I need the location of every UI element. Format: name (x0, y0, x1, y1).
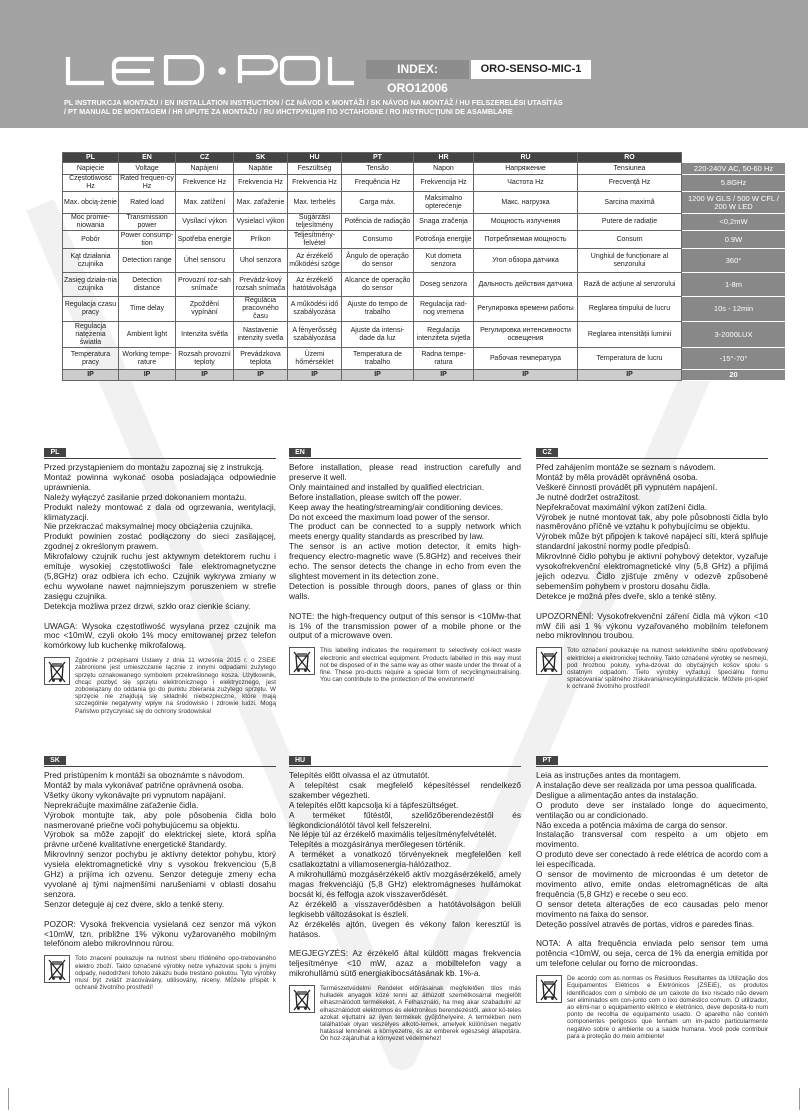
spec-cell: Az érzékelő hatótávolsága (288, 273, 342, 297)
spec-value: 1200 W GLS / 500 W CFL / 200 W LED (682, 192, 786, 214)
spec-cell: Time delay (119, 297, 176, 322)
spec-row (63, 214, 786, 231)
crossed-bin-icon (536, 647, 562, 675)
crossed-bin-icon (44, 657, 70, 685)
spec-cell: Kąt działania czujnika (63, 249, 119, 273)
spec-cell: Kut dometa senzora (414, 249, 474, 273)
spec-cell: Ambient light (119, 322, 176, 348)
spec-cell: Угол обзора датчика (474, 249, 578, 273)
spec-header-hu: HU (288, 153, 342, 163)
weee-text: Toto znacení poukazuje na nutnost sberu tříděného opo-trebovaného elektro zboží. Takto označené výrobky nelze vyhazovat spolu s jinými odpady, nedodržení tohoto zákazu bude trestáno pokutou. Tyto výrobky musí být zvlášť zracovávány, utilisovány, niceny. Můžete přispět k ochraně životního prostředí! (75, 955, 276, 992)
spec-cell: Moc promie-niowania (63, 214, 119, 231)
spec-cell: Zpoždění vypínání (176, 297, 234, 322)
spec-cell: IP (474, 370, 578, 381)
spec-cell: Max. zatížení (176, 192, 234, 214)
spec-cell: Unghiul de funcționare al senzorului (578, 249, 682, 273)
spec-cell: Częstotliwość Hz (63, 175, 119, 192)
spec-row (63, 322, 786, 348)
spec-cell: Napätie (234, 163, 288, 175)
spec-cell: Reglarea timpului de lucru (578, 297, 682, 322)
spec-cell: Doseg senzora (414, 273, 474, 297)
spec-row (63, 163, 786, 175)
crossed-bin-icon (289, 985, 315, 1013)
section-hu (289, 749, 521, 1043)
spec-cell: Detection range (119, 249, 176, 273)
spec-cell: IP (234, 370, 288, 381)
spec-cell: Рабочая температура (474, 348, 578, 370)
spec-cell: Zasięg działa-nia czujnika (63, 273, 119, 297)
spec-cell: Prevádz-kový rozsah snímača (234, 273, 288, 297)
spec-cell: Дальность действия датчика (474, 273, 578, 297)
spec-value: 360° (682, 249, 786, 273)
spec-header-en: EN (119, 153, 176, 163)
spec-cell: Pobór (63, 231, 119, 249)
spec-header-pt: PT (342, 153, 414, 163)
section-pl (44, 441, 276, 715)
spec-header-cz: CZ (176, 153, 234, 163)
crop-mark-left (8, 1088, 9, 1110)
section-text: Przed przystąpieniem do montażu zapoznaj się z instrukcją. Montaż powinna wykonać osoba posiadająca odpowiednie uprawnienia. Należy wyłączyć zasilanie przed dokonaniem montażu. Produkt należy montować z dala od ogrzewania, wentylacji, klimatyzacji. Nie przekraczać maksymalnej mocy obciążenia czujnika. Produkt powinien zostać podłączony do sieci zasilającej, zgodnej z określonym prawem. Mikrofalowy czujnik ruchu jest aktywnym detektorem ruchu i emituje wysokiej częstotliwości fale elektromagnetyczne (5,8GHz) oraz odbiera ich echo. Czujnik wykrywa zmiany w echu wywołane nawet najmniejszym poruszeniem w strefie zasięgu czujnika. Detekcja możliwa przez drzwi, szkło oraz cienkie ściany. UWAGA: Wysoka częstotliwość wysyłana przez czujnik ma moc <10mW, czyli około 1% mocy emitowanej przez telefon komórkowy lub kuchenkę mikrofalową. (44, 462, 276, 651)
spec-cell: Az érzékelő működési szöge (288, 249, 342, 273)
section-text: Před zahájením montáže se seznam s návodem. Montáž by měla provádět oprávněná osoba. Veškeré činnosti provádět při vypnutém napájení. Je nutné dodržet ostražitost. Nepřekračovat maximální výkon zatížení čidla. Výrobek je nutné montovat tak, aby pole působnosti čidla bylo nasměrováno příčně ve vztahu k pohybujícímu se objektu. Výrobek může být připojen k takové napájecí síti, která splňuje standardní jakostní normy podle předpisů. Mikrovlnné čidlo pohybu je aktivní pohybový detektor, vyzařuje vysokofrekvenční elektromagnetické vlny (5,8 GHz) a přijímá jejich odezvu. Čidlo zjišťuje změny v odezvě způsobené sebemenším pohybem v prostoru dosahu čidla. Detekce je možná přes dveře, sklo a tenké stěny. UPOZORNĚNÍ: Vysokofrekvenční záření čidla má výkon <10 mW čili asi 1 % výkonu vyzařovaného mobilním telefonem nebo mikrovlnnou troubou. (536, 462, 768, 641)
spec-cell: Úhel sensoru (176, 249, 234, 273)
spec-value: 3-2000LUX (682, 322, 786, 348)
section-rule (44, 766, 276, 767)
spec-cell: Frekvence Hz (176, 175, 234, 192)
spec-cell: Napięcie (63, 163, 119, 175)
spec-cell: Ajuste do tempo de trabalho (342, 297, 414, 322)
index-label: INDEX: ORO12006 (366, 60, 469, 79)
spec-cell: Consumo (342, 231, 414, 249)
lang-label: PL (44, 448, 66, 457)
spec-cell: Rază de acțiune al senzorului (578, 273, 682, 297)
spec-cell: Feszültség (288, 163, 342, 175)
crossed-bin-icon (289, 647, 315, 675)
section-pt (536, 749, 768, 1040)
spec-row (63, 192, 786, 214)
spec-cell: Max. obcią-żenie (63, 192, 119, 214)
spec-value: 5.8GHz (682, 175, 786, 192)
spec-cell: Regulacija intenziteta svjetla (414, 322, 474, 348)
spec-cell: Vysílací výkon (176, 214, 234, 231)
spec-cell: Alcance de operação do sensor (342, 273, 414, 297)
spec-value: 1-8m (682, 273, 786, 297)
spec-cell: Üzemi hőmérséklet (288, 348, 342, 370)
spec-cell: Temperatura pracy (63, 348, 119, 370)
spec-cell: Napon (414, 163, 474, 175)
section-rule (536, 766, 768, 767)
titles-line-2: / PT MANUAL DE MONTAGEM / HR UPUTE ZA MONTAŽU / RU ИНСТРУКЦИЯ ПО УСТАНОВКЕ / RO INSTRUCȚIUNI DE ASAMBLARE (64, 107, 513, 116)
spec-cell: Tensiunea (578, 163, 682, 175)
spec-row (63, 249, 786, 273)
spec-cell: Working tempe-rature (119, 348, 176, 370)
section-text: Telepítés előtt olvassa el az útmutatót. A telepítést csak megfelelő képesítéssel rendelkező szakember végezheti. A telepítés előtt kapcsolja ki a tápfeszültséget. A terméket fűtéstől, szellőzőberendezéstől és légkondicionálótól távol kell felszerelni. Ne lépje túl az érzékelő maximális teljesítményfelvételét. Telepítés a mozgásiránya merőlegesen történik. A terméket a vonatkozó törvényeknek megfelelően kell csatlakoztatni a villamosenergia-hálózathoz. A mikrohullámú mozgásérzékelő aktív mozgásérzékelő, amely magas frekvenciájú (5,8 GHz) elektromágneses hullámokat bocsát ki, és felfogja azok visszaverődését. Az érzékelő a visszaverődésben a hatótávolságon belüli legkisebb változásokat is észleli. Az érzékelés ajtón, üvegen és vékony falon keresztül is hatásos. MEGJEGYZÉS: Az érzékelő által küldött magas frekvencia teljesítménye <10 mW, azaz a mobiltelefon vagy a mikrohullámú sütő energiakibocsátásának kb. 1%-a. (289, 770, 521, 979)
weee-notice (536, 975, 768, 1040)
lang-label: PT (536, 756, 558, 765)
weee-notice (44, 657, 276, 715)
spec-cell: Potrošnja energije (414, 231, 474, 249)
section-text: Pred pristúpením k montáži sa oboznámte s návodom. Montáž by mala vykonávať patrične oprávnená osoba. Všetky úkony vykonávajte pri vypnutom napájaní. Neprekračujte maximálne zaťaženie čidla. Výrobok montujte tak, aby pole pôsobenia čidla bolo nasmerované priečne voči pohybujúcemu sa objektu. Výrobok sa môže zapojiť do elektrickej siete, ktorá spĺňa právne určené kvalitatívne energetické štandardy. Mikrovlnný senzor pochybu je aktívny detektor pohybu, ktorý vysiela elektromagnetické vlny s vysokou frekvenciou (5,8 GHz) a prijíma ich ozvenu. Senzor deteguje zmeny echa vyvolané aj tými najmenšími narušeniami v oblasti dosahu senzora. Senzor deteguje aj cez dvere, sklo a tenké steny. POZOR: Vysoká frekvencia vysielaná cez senzor má výkon <10mW, tzn. približne 1% výkonu vyžarovaného mobilným telefónom alebo mikrovlnnou rúrou. (44, 770, 276, 949)
lang-label: CZ (536, 448, 558, 457)
spec-cell: Nastavenie intenzity svetla (234, 322, 288, 348)
section-rule (44, 458, 276, 459)
spec-cell: Intenzita světla (176, 322, 234, 348)
spec-cell: Spotřeba energie (176, 231, 234, 249)
spec-cell: Rozsah provozní teploty (176, 348, 234, 370)
spec-header-sk: SK (234, 153, 288, 163)
spec-cell: IP (578, 370, 682, 381)
weee-notice (536, 647, 768, 690)
lang-label: HU (289, 756, 311, 765)
weee-notice (44, 955, 276, 991)
spec-row (63, 348, 786, 370)
section-rule (536, 458, 768, 459)
spec-cell: Regulacja natężenia światła (63, 322, 119, 348)
spec-header-pl: PL (63, 153, 119, 163)
weee-text: De acordo com as normas os Resíduos Resultantes da Utilização dos Equipamentos Elétricos e Eletrónicos (ZSEiE), os produtos identificados com o símbolo de um caixote do lixo riscado não devem ser eliminados em con-junto com o lixo doméstico comum. O utilizador, ao elimi-nar o equipamento elétrico e eletrónico, deve deposita-lo num ponto de recolha de equipamento usado. O aparelho não contém componentes perigosos que tenham um im-pacto particularmente negativo sobre o ambiente ou a saúde humana. Você pode contribuir para a proteção do meio ambiente! (567, 975, 768, 1040)
crop-mark-right (799, 1088, 800, 1110)
spec-value: 20 (682, 370, 786, 381)
spec-cell: Ajuste da intensi-dade da luz (342, 322, 414, 348)
spec-value: -15°-70° (682, 348, 786, 370)
spec-cell: Regulacija rad-nog vremena (414, 297, 474, 322)
spec-cell: Ângulo de operação do sensor (342, 249, 414, 273)
spec-cell: Radna tempe-ratura (414, 348, 474, 370)
section-text: Before installation, please read instruction carefully and preserve it well. Only maintained and installed by qualified electrician. Before installation, please switch off the power. Keep away the heating/streaming/air conditioning devices. Do not exceed the maximum load power of the sensor. The product can be connected to a supply network which meets energy quality standards as prescribed by law. The sensor is an active motion detector, it emits high-frequency electro-magnetic wave (5.8GHz) and receives their echo. The sensor detects the change in echo from even the slightest movement in its detection zone. Detection is possible through doors, panes of glass or thin walls. NOTE: the high-frequency output of this sensor is <10Mw-that is 1% of the transmission power of a mobile phone or the output of a microwave oven. (289, 462, 521, 641)
spec-cell: Power consump-tion (119, 231, 176, 249)
spec-cell: Max. terhelés (288, 192, 342, 214)
spec-cell: Макс. нагрузка (474, 192, 578, 214)
section-cz (536, 441, 768, 691)
spec-row (63, 231, 786, 249)
spec-cell: Sarcina maximă (578, 192, 682, 214)
spec-cell: Regulacja czasu pracy (63, 297, 119, 322)
spec-cell: Provozní roz-sah snímače (176, 273, 234, 297)
spec-cell: A fényerősség szabályozása (288, 322, 342, 348)
section-rule (289, 766, 521, 767)
spec-row (63, 297, 786, 322)
product-code: ORO-SENSO-MIC-1 (471, 60, 591, 79)
spec-cell: Rated frequen-cy Hz (120, 175, 174, 190)
spec-header-hr: HR (414, 153, 474, 163)
spec-cell: Maksimalno opterećenje (414, 192, 474, 214)
spec-cell: Potência de radiação (342, 214, 414, 231)
spec-cell: Sugárzási teljesítmény (288, 214, 342, 231)
spec-table (62, 152, 786, 381)
titles-line-1: PL INSTRUKCJA MONTAŻU / EN INSTALLATION INSTRUCTION / CZ NÁVOD K MONTÁŽI / SK NÁVOD NA MONTÁŽ / HU FELSZERELÉSI UTASÍTÁS (64, 98, 563, 107)
section-en (289, 441, 521, 683)
spec-header-ro: RO (578, 153, 682, 163)
ledpol-logo (64, 55, 354, 87)
spec-cell: Frecvență Hz (578, 175, 682, 192)
spec-value: 10s - 12min (682, 297, 786, 322)
section-text: Leia as instruções antes da montagem. A instalação deve ser realizada por uma pessoa qualificada. Desligue a alimentação antes da instalação. O produto deve ser instalado longe do aquecimento, ventilação ou ar condicionado. Não exceda a potência máxima de carga do sensor. Instalação transversal com respeito a um objeto em movimento. O produto deve ser conectado à rede elétrica de acordo com a lei específicada. O sensor de movimento de microondas é um detetor de movimento ativo, emite ondas eletromagnéticas de alta frequência (5,8 GHz) e recebe o seu eco. O sensor deteta alterações de eco causadas pelo menor movimento na faixa do sensor. Deteção possível através de portas, vidros e paredes finas. NOTA: A alta frequência enviada pelo sensor tem uma potência <10mW, ou seja, cerca de 1% da energia emitida por um telefone celular ou forno de microondas. (536, 770, 768, 969)
spec-cell: IP (414, 370, 474, 381)
spec-cell: Príkon (234, 231, 288, 249)
section-rule (289, 458, 521, 459)
spec-row (63, 175, 786, 192)
spec-cell: Rated load (119, 192, 176, 214)
crossed-bin-icon (44, 955, 70, 983)
spec-cell: IP (119, 370, 176, 381)
spec-cell: Consum (578, 231, 682, 249)
spec-cell: Carga máx. (342, 192, 414, 214)
spec-header-ru: RU (474, 153, 578, 163)
spec-cell: Frekvencia Hz (234, 175, 288, 192)
spec-cell: IP (342, 370, 414, 381)
spec-cell: Напряжение (474, 163, 578, 175)
spec-row (63, 370, 786, 381)
weee-text: Zgodnie z przepisami Ustawy z dnia 11 września 2015 r. o ZSEiE zabronione jest umieszczanie łącznie z innymi odpadami zużytego sprzętu oznakowanego symbolem przekreślonego kosza. Użytkownik, chcąc pozbyć się sprzętu elektronicznego i elektrycznego, jest zobowiązany do oddania go do punktu zbierania zużytego sprzętu. W sprzęcie nie znajdują się składniki niebezpieczne, które mają szczególnie negatywny wpływ na środowisko i zdrowie ludzi. Mogą Państwo przyczyniać się do ochrony środowiska! (75, 657, 276, 715)
spec-cell: Частота Hz (474, 175, 578, 192)
spec-cell: Регулировка интенсивности освещения (474, 322, 578, 348)
spec-value: 220-240V AC, 50-60 Hz (682, 163, 786, 175)
spec-cell: Regulácia pracovného času (234, 297, 288, 322)
spec-cell: IP (63, 370, 119, 381)
spec-cell: Transmission power (119, 214, 176, 231)
instruction-titles (64, 98, 784, 116)
spec-cell: Регулировка времени работы (474, 297, 578, 322)
spec-cell: IP (176, 370, 234, 381)
crossed-bin-icon (536, 975, 562, 1003)
weee-text: Toto označení poukazuje na nutnost selektivního sběru opotřebovaný elektrickej a elektronickej techniky. Takto označené výrobky se nesmejú, pod hrozbou pokuty, vyha-dzovat do obyčajných košov spolu s ostatným odpadom. Tieto výrobky vyžadujú špeciálnu formu spracovania/ spätného získavania/recyklingu/utilizácie. Môžete pri-spieť k ochraně životního prostředí! (567, 647, 769, 691)
section-sk (44, 749, 276, 991)
spec-cell: Detection distance (119, 273, 176, 297)
spec-value: <0,2mW (682, 214, 786, 231)
spec-value: 0.9W (682, 231, 786, 249)
spec-cell: Frekvencia Hz (288, 175, 342, 192)
spec-cell: Max. zaťaženie (234, 192, 288, 214)
spec-header-blank (682, 153, 786, 163)
spec-cell: Потребляемая мощность (474, 231, 578, 249)
spec-row (63, 273, 786, 297)
spec-cell: Reglarea intensității luminii (578, 322, 682, 348)
spec-header-row (63, 153, 786, 163)
spec-cell: Snaga zračenja (414, 214, 474, 231)
spec-cell: A működési idő szabályozása (288, 297, 342, 322)
spec-cell: Frekvencija Hz (414, 175, 474, 192)
spec-cell: Teljesítmény-felvétel (288, 231, 342, 249)
weee-notice (289, 647, 521, 683)
weee-text: This labelling indicates the requirement to selectively col-lect waste electronic and electrical equipment. Products labelled in this way must not be disposed of in the same way as other waste under the threat of a fine. These pro-ducts require a special form of recycling/neutralising. You can contribute to the protection of the environment! (320, 647, 521, 684)
weee-notice (289, 985, 521, 1043)
spec-cell: Frequência Hz (342, 175, 414, 192)
lang-label: SK (44, 756, 66, 765)
spec-cell: IP (288, 370, 342, 381)
spec-cell: Мощность излучения (474, 214, 578, 231)
spec-cell: Napájení (176, 163, 234, 175)
weee-text: Természetvédelmi Rendelet előírásainak megfelelően tilos más hulladék anyagok közé tenni az áthúzott szemétkosárral megjelölt elhasználódott termékeket. A Felhasználó, ha meg akar szabadulni az elhasználódott elektromos és elektronikus berendezéstől, akkor kö-teles azokat eljuttatni az ilyen termékek gyűjtőhelyeire. A termékben nem találhatóak olyan veszélyes alkotó-lemek, amelyek különösen negatív hatással lennének a környezetre, és az emberek egészségi állapotára. Ön hoz-zájárulhat a környezet védelméhez! (320, 985, 521, 1043)
spec-cell: Uhol senzora (234, 249, 288, 273)
lang-label: EN (289, 448, 311, 457)
spec-cell: Temperatura de lucru (578, 348, 682, 370)
spec-cell: Tensão (342, 163, 414, 175)
spec-cell: Voltage (119, 163, 176, 175)
spec-cell: Vysielací výkon (234, 214, 288, 231)
spec-cell: Prevádzkova teplota (234, 348, 288, 370)
spec-cell: Temperatura de trabalho (342, 348, 414, 370)
spec-cell: Putere de radiație (578, 214, 682, 231)
